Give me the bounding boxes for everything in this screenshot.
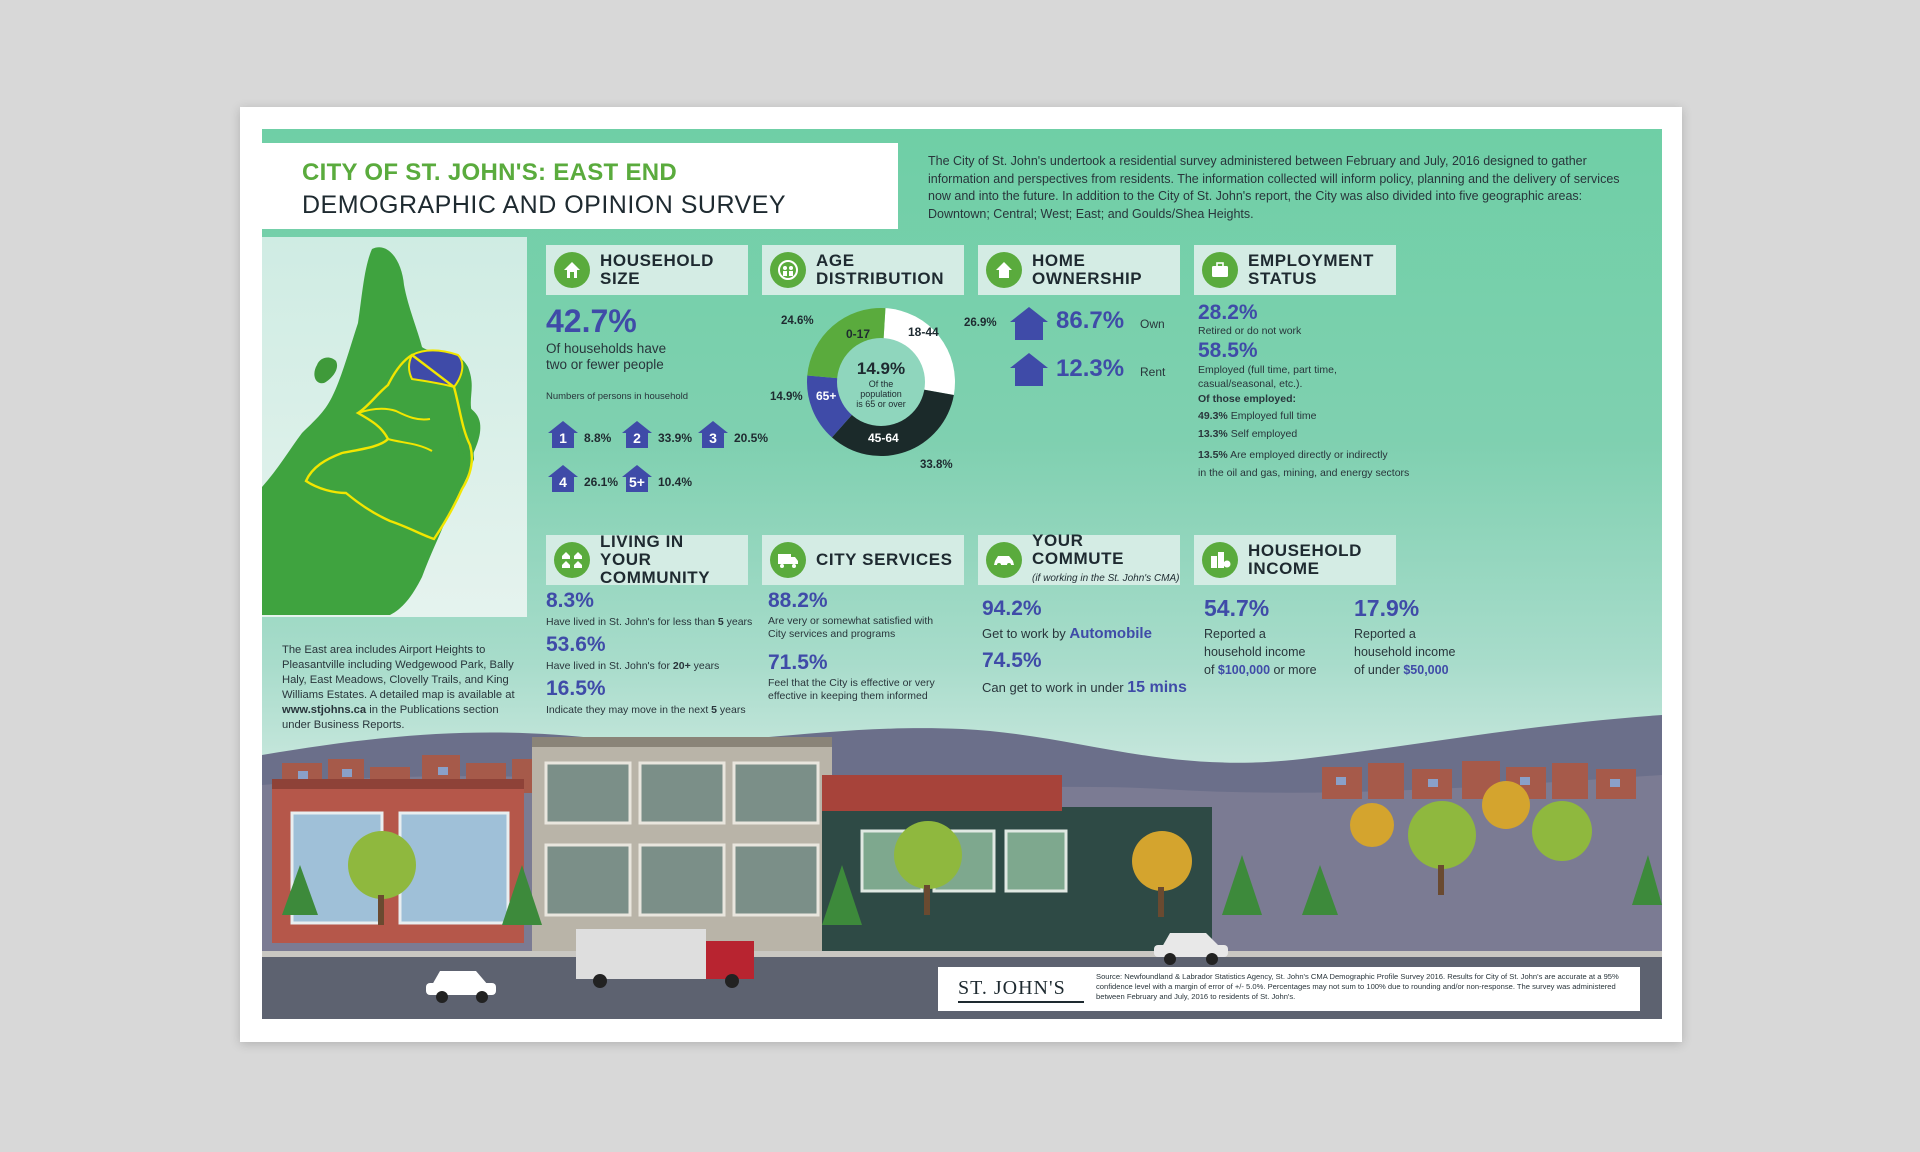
age-seg-label-45-64: 45-64 bbox=[868, 431, 899, 445]
truck-icon bbox=[770, 542, 806, 578]
living-stat2-bold: 20+ bbox=[672, 660, 691, 672]
commute-title-text: YOUR COMMUTE bbox=[1032, 531, 1125, 568]
footer-box bbox=[938, 967, 1640, 1011]
household-size-pct: 33.9% bbox=[658, 431, 693, 445]
income-stat1-line3 bbox=[1204, 661, 1317, 679]
income-stat2-line1: Reported a bbox=[1354, 627, 1416, 641]
infographic-poster bbox=[262, 129, 1662, 1019]
age-seg-label-0-17: 0-17 bbox=[846, 327, 871, 341]
living-stat1-label bbox=[546, 616, 752, 628]
household-size-item bbox=[620, 463, 692, 493]
own-pct: 86.7% bbox=[1056, 307, 1125, 334]
income-stat1-pct: 54.7% bbox=[1204, 595, 1270, 621]
title-box bbox=[262, 143, 898, 229]
living-stat2-text: Have lived in St. John's for bbox=[546, 660, 673, 672]
income-stat1-of: of bbox=[1204, 663, 1218, 677]
household-size-stat: 42.7% bbox=[546, 303, 637, 339]
donut-center-line1: Of the bbox=[868, 379, 894, 389]
services-stat2-label bbox=[768, 677, 935, 703]
car-icon bbox=[986, 542, 1022, 578]
living-stat2-pct: 53.6% bbox=[546, 633, 606, 656]
living-stat1-pct: 8.3% bbox=[546, 589, 594, 612]
full-time-pct: 49.3% bbox=[1198, 410, 1228, 422]
donut-center-line2: population bbox=[860, 389, 902, 399]
household-size-header bbox=[546, 245, 748, 295]
house-3-icon: 3 bbox=[696, 419, 730, 449]
employed-pct: 58.5% bbox=[1198, 339, 1258, 362]
services-stat1-line1: Are very or somewhat satisfied with bbox=[768, 615, 934, 627]
income-title-line1: HOUSEHOLD bbox=[1248, 541, 1363, 560]
st-johns-logo: ST. JOHN'S bbox=[958, 977, 1066, 999]
age-seg-label-18-44: 18-44 bbox=[908, 325, 939, 339]
commute-subtitle: (if working in the St. John's CMA) bbox=[1032, 573, 1180, 584]
donut-center-text bbox=[836, 379, 926, 409]
household-size-pct: 8.8% bbox=[584, 431, 612, 445]
income-stat2-bold: $50,000 bbox=[1403, 663, 1449, 677]
full-time-row bbox=[1198, 410, 1317, 422]
age-label-65-pct: 14.9% bbox=[770, 391, 803, 403]
age-distribution-title: AGE DISTRIBUTION bbox=[816, 251, 945, 288]
income-stat1-line2: household income bbox=[1204, 645, 1306, 659]
houses-icon bbox=[554, 542, 590, 578]
oil-gas-line1: Are employed directly or indirectly bbox=[1230, 449, 1388, 461]
house-2-icon: 2 bbox=[620, 419, 654, 449]
map-caption-text: The East area includes Airport Heights to Pleasantville including Wedgewood Park, Bally Haly, East Meadows, Clovelly Trails, and King Williams Estates. A detailed map is available at bbox=[282, 644, 515, 701]
oil-gas-pct: 13.5% bbox=[1198, 449, 1228, 461]
commute-header bbox=[978, 531, 1180, 585]
household-size-pct: 10.4% bbox=[658, 475, 693, 489]
employed-label bbox=[1198, 363, 1337, 391]
east-area-map bbox=[262, 237, 527, 617]
household-size-item bbox=[546, 463, 618, 493]
household-size-pct: 26.1% bbox=[584, 475, 619, 489]
stjohns-link[interactable]: www.stjohns.ca bbox=[282, 704, 367, 716]
income-title-line2: INCOME bbox=[1248, 559, 1320, 578]
employment-title bbox=[1248, 252, 1374, 288]
income-stat1-bold: $100,000 bbox=[1217, 663, 1271, 677]
age-label-45-64-pct: 33.8% bbox=[920, 459, 953, 471]
income-header bbox=[1194, 535, 1396, 585]
income-stat2-pct: 17.9% bbox=[1354, 595, 1420, 621]
employed-line1: Employed (full time, part time, bbox=[1198, 364, 1337, 376]
house-icon bbox=[554, 252, 590, 288]
map-caption-text-end: in the Publications section under Business Reports. bbox=[282, 704, 499, 731]
of-those-employed: Of those employed: bbox=[1198, 393, 1297, 405]
living-stat2-end: years bbox=[690, 660, 720, 672]
city-services-title: CITY SERVICES bbox=[816, 550, 953, 569]
employment-title-line2: STATUS bbox=[1248, 269, 1318, 288]
map-panel bbox=[262, 237, 527, 617]
employed-line2: casual/seasonal, etc.). bbox=[1198, 378, 1303, 390]
living-stat3-pct: 16.5% bbox=[546, 677, 606, 700]
coins-icon bbox=[1202, 542, 1238, 578]
living-stat1-end: years bbox=[723, 616, 753, 628]
services-stat1-label bbox=[768, 615, 933, 641]
age-seg-label-65: 65+ bbox=[816, 389, 837, 403]
commute-stat2-bold: 15 mins bbox=[1127, 679, 1187, 696]
home-ownership-title: HOME OWNERSHIP bbox=[1032, 251, 1143, 288]
rent-label: Rent bbox=[1140, 365, 1166, 379]
services-stat2-line2: effective in keeping them informed bbox=[768, 690, 928, 702]
own-house-icon bbox=[1008, 305, 1050, 341]
services-stat2-pct: 71.5% bbox=[768, 651, 828, 674]
living-stat1-text: Have lived in St. John's for less than bbox=[546, 616, 718, 628]
donut-center-line3: is 65 or over bbox=[856, 399, 906, 409]
services-stat2-line1: Feel that the City is effective or very bbox=[768, 677, 935, 689]
people-circle-icon bbox=[770, 252, 806, 288]
commute-stat1-bold: Automobile bbox=[1069, 625, 1152, 642]
house-5-icon: 5+ bbox=[620, 463, 654, 493]
title-line-1: CITY OF ST. JOHN'S: EAST END bbox=[302, 159, 678, 186]
household-size-subheading: Numbers of persons in household bbox=[546, 391, 689, 402]
income-stat1-label bbox=[1204, 625, 1317, 679]
commute-stat1-label bbox=[982, 625, 1152, 642]
living-title-line2: YOUR COMMUNITY bbox=[600, 550, 711, 587]
living-title bbox=[600, 533, 748, 587]
commute-stat2-pct: 74.5% bbox=[982, 649, 1042, 672]
living-title-line1: LIVING IN bbox=[600, 532, 684, 551]
income-stat2-line2: household income bbox=[1354, 645, 1456, 659]
oil-gas-row bbox=[1198, 446, 1409, 482]
services-stat1-line2: City services and programs bbox=[768, 628, 896, 640]
income-stat2-label bbox=[1354, 625, 1455, 679]
income-stat1-line1: Reported a bbox=[1204, 627, 1266, 641]
household-size-desc-2: two or fewer people bbox=[546, 357, 664, 372]
self-employed-pct: 13.3% bbox=[1198, 428, 1228, 440]
commute-stat1-pct: 94.2% bbox=[982, 597, 1042, 620]
income-stat2-of: of under bbox=[1354, 663, 1404, 677]
household-size-item bbox=[546, 419, 611, 449]
home-ownership-header bbox=[978, 245, 1180, 295]
income-title bbox=[1248, 542, 1362, 578]
self-employed-row bbox=[1198, 428, 1297, 440]
full-time-label: Employed full time bbox=[1230, 410, 1317, 422]
logo-underline bbox=[958, 1001, 1084, 1003]
income-stat2-line3 bbox=[1354, 661, 1455, 679]
commute-stat1-text: Get to work by bbox=[982, 626, 1070, 641]
briefcase-icon bbox=[1202, 252, 1238, 288]
employment-header bbox=[1194, 245, 1396, 295]
living-header bbox=[546, 532, 748, 587]
rent-pct: 12.3% bbox=[1056, 355, 1125, 382]
living-stat3-text: Indicate they may move in the next bbox=[546, 704, 712, 716]
donut-center bbox=[836, 359, 926, 409]
services-stat1-pct: 88.2% bbox=[768, 589, 828, 612]
retired-pct: 28.2% bbox=[1198, 301, 1258, 324]
household-size-item bbox=[696, 419, 768, 449]
household-size-desc-1: Of households have bbox=[546, 341, 667, 356]
house-1-icon: 1 bbox=[546, 419, 580, 449]
age-label-18-44-pct: 26.9% bbox=[964, 317, 997, 329]
own-label: Own bbox=[1140, 317, 1165, 331]
income-stat1-end: or more bbox=[1270, 663, 1317, 677]
age-distribution-header bbox=[762, 245, 964, 295]
commute-stat2-label bbox=[982, 679, 1187, 697]
commute-title bbox=[1032, 532, 1180, 588]
donut-center-value: 14.9% bbox=[856, 359, 906, 378]
household-size-pct: 20.5% bbox=[734, 431, 769, 445]
title-line-2: DEMOGRAPHIC AND OPINION SURVEY bbox=[302, 191, 787, 219]
city-services-header bbox=[762, 535, 964, 585]
household-size-desc bbox=[546, 341, 666, 373]
household-size-title: HOUSEHOLD SIZE bbox=[600, 251, 715, 288]
living-stat3-end: years bbox=[717, 704, 746, 716]
age-label-0-17-pct: 24.6% bbox=[781, 315, 814, 327]
retired-label: Retired or do not work bbox=[1198, 325, 1302, 337]
rent-house-icon bbox=[1008, 351, 1050, 387]
commute-stat2-text: Can get to work in under bbox=[982, 680, 1128, 695]
living-stat3-bold: 5 bbox=[711, 704, 718, 716]
source-text: Source: Newfoundland & Labrador Statistics Agency, St. John's CMA Demographic Profile Survey 2016. Results for City of St. John's are accurate at a 95% confidence level with a margin of error of +/- 5.0%. Percentages may not sum to 100% due to rounding and/or non-response. The survey was administered between February and July, 2016 to residents of St. John's. bbox=[1096, 972, 1619, 1001]
house-4-icon: 4 bbox=[546, 463, 580, 493]
household-size-item bbox=[620, 419, 692, 449]
poster-sheet bbox=[240, 107, 1682, 1042]
self-employed-label: Self employed bbox=[1230, 428, 1298, 440]
intro-paragraph: The City of St. John's undertook a residential survey administered between February and July, 2016 designed to gather information and perspectives from residents. The information collected will inform policy, planning and the delivery of services now and into the future. In addition to the City of St. John's report, the City was also divided into five geographic areas: Downtown; Central; West; East; and Goulds/Shea Heights. bbox=[928, 154, 1620, 221]
employment-title-line1: EMPLOYMENT bbox=[1248, 251, 1374, 270]
oil-gas-line2: in the oil and gas, mining, and energy sectors bbox=[1198, 467, 1410, 479]
house-icon bbox=[986, 252, 1022, 288]
living-stat1-bold: 5 bbox=[717, 616, 724, 628]
living-stat2-label bbox=[546, 660, 719, 672]
